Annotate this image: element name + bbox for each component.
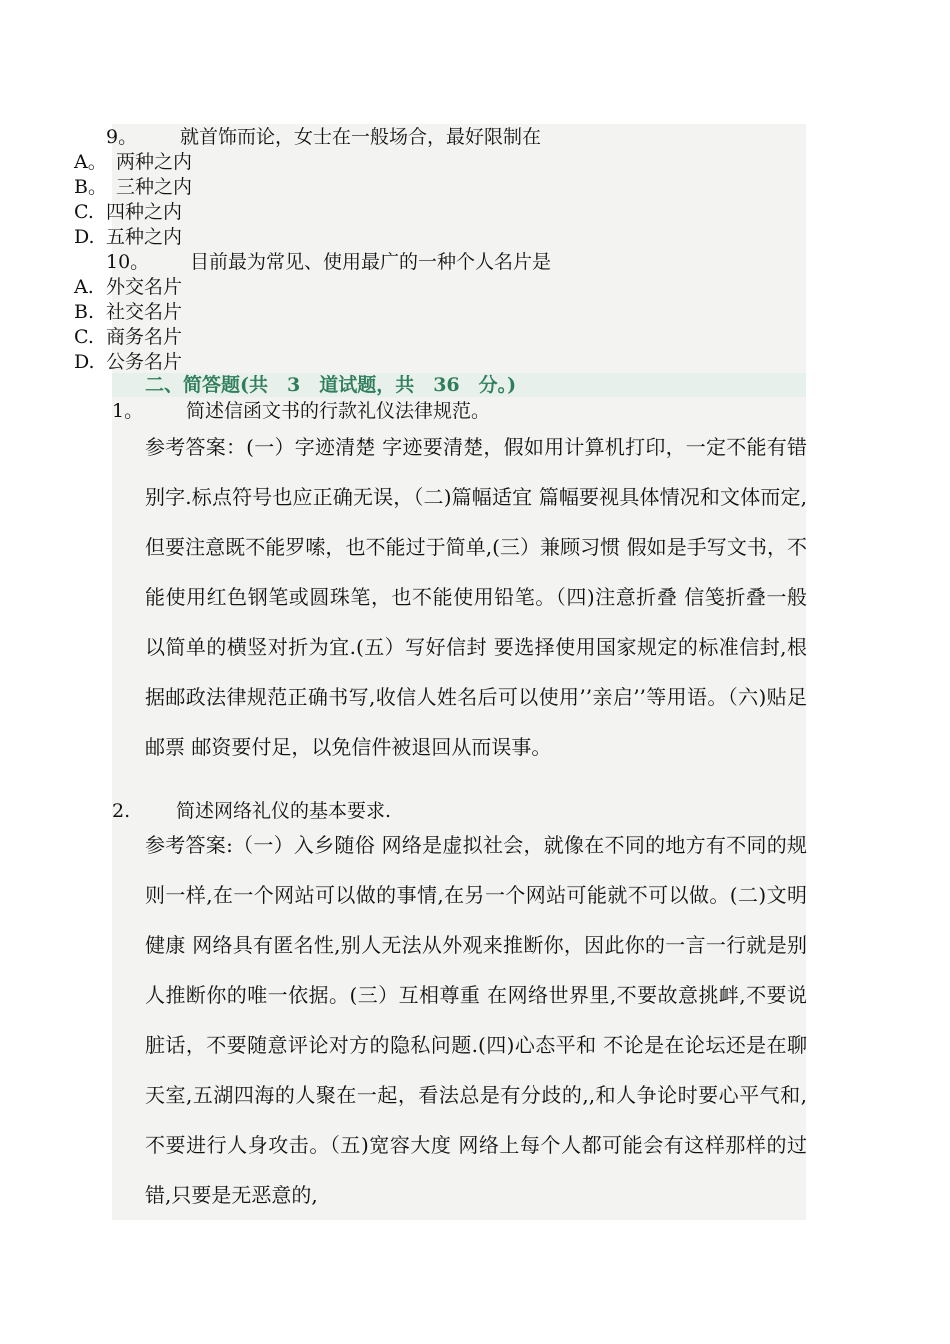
short-question-number: 1。 — [112, 400, 144, 422]
option-key: D. — [74, 351, 95, 373]
option-text: 两种之内 — [116, 151, 193, 173]
question-text: 就首饰而论，女士在一般场合，最好限制在 — [180, 126, 542, 148]
short-question-text: 简述信函文书的行款礼仪法律规范。 — [186, 400, 491, 422]
option-text: 外交名片 — [106, 276, 183, 298]
option-key: B. — [74, 301, 95, 323]
question-background — [112, 124, 806, 373]
answer-text: 参考答案：(一）字迹清楚 字迹要清楚，假如用计算机打印，一定不能有错别字.标点符号也应正确无误，（二)篇幅适宜 篇幅要视具体情况和文体而定,但要注意既不能罗嗦，也不能过于简单,(三）兼顾习惯 假如是手写文书，不能使用红色钢笔或圆珠笔，也不能使用铅笔。（四)注意折叠 信笺折叠一般以简单的横竖对折为宜.(五）写好信封 要选择使用国家规定的标准信封,根据邮政法律规范正确书写,收信人姓名后可以使用’’亲启’’等用语。（六)贴足邮票 邮资要付足，以免信件被退回从而误事。 — [145, 435, 807, 759]
option-key: D. — [74, 226, 95, 248]
short-question-number: 2. — [112, 800, 131, 822]
option-key: A. — [74, 276, 94, 298]
question-number: 9。 — [106, 126, 138, 148]
option-text: 社交名片 — [106, 301, 183, 323]
answer-text: 参考答案:（一）入乡随俗 网络是虚拟社会，就像在不同的地方有不同的规则一样,在一个网站可以做的事情,在另一个网站可能就不可以做。(二)文明健康 网络具有匿名性,别人无法从外观来推断你，因此你的一言一行就是别人推断你的唯一依据。(三）互相尊重 在网络世界里,不要故意挑衅,不要说脏话，不要随意评论对方的隐私问题.(四)心态平和 不论是在论坛还是在聊天室,五湖四海的人聚在一起，看法总是有分歧的,,和人争论时要心平气和,不要进行人身攻击。（五)宽容大度 网络上每个人都可能会有这样那样的过错,只要是无恶意的, — [145, 833, 807, 1207]
option-text: 四种之内 — [106, 201, 183, 223]
question-text: 目前最为常见、使用最广的一种个人名片是 — [190, 251, 552, 273]
option-text: 商务名片 — [106, 326, 183, 348]
short-question-text: 简述网络礼仪的基本要求. — [176, 800, 392, 822]
option-key: A。 — [74, 151, 107, 173]
option-text: 公务名片 — [106, 351, 183, 373]
question-number: 10。 — [106, 251, 150, 273]
option-text: 五种之内 — [106, 226, 183, 248]
option-key: C. — [74, 201, 94, 223]
option-key: C. — [74, 326, 94, 348]
option-key: B。 — [74, 176, 107, 198]
section-title: 二、简答题(共 3 道试题，共 36 分。) — [145, 374, 517, 396]
option-text: 三种之内 — [116, 176, 193, 198]
